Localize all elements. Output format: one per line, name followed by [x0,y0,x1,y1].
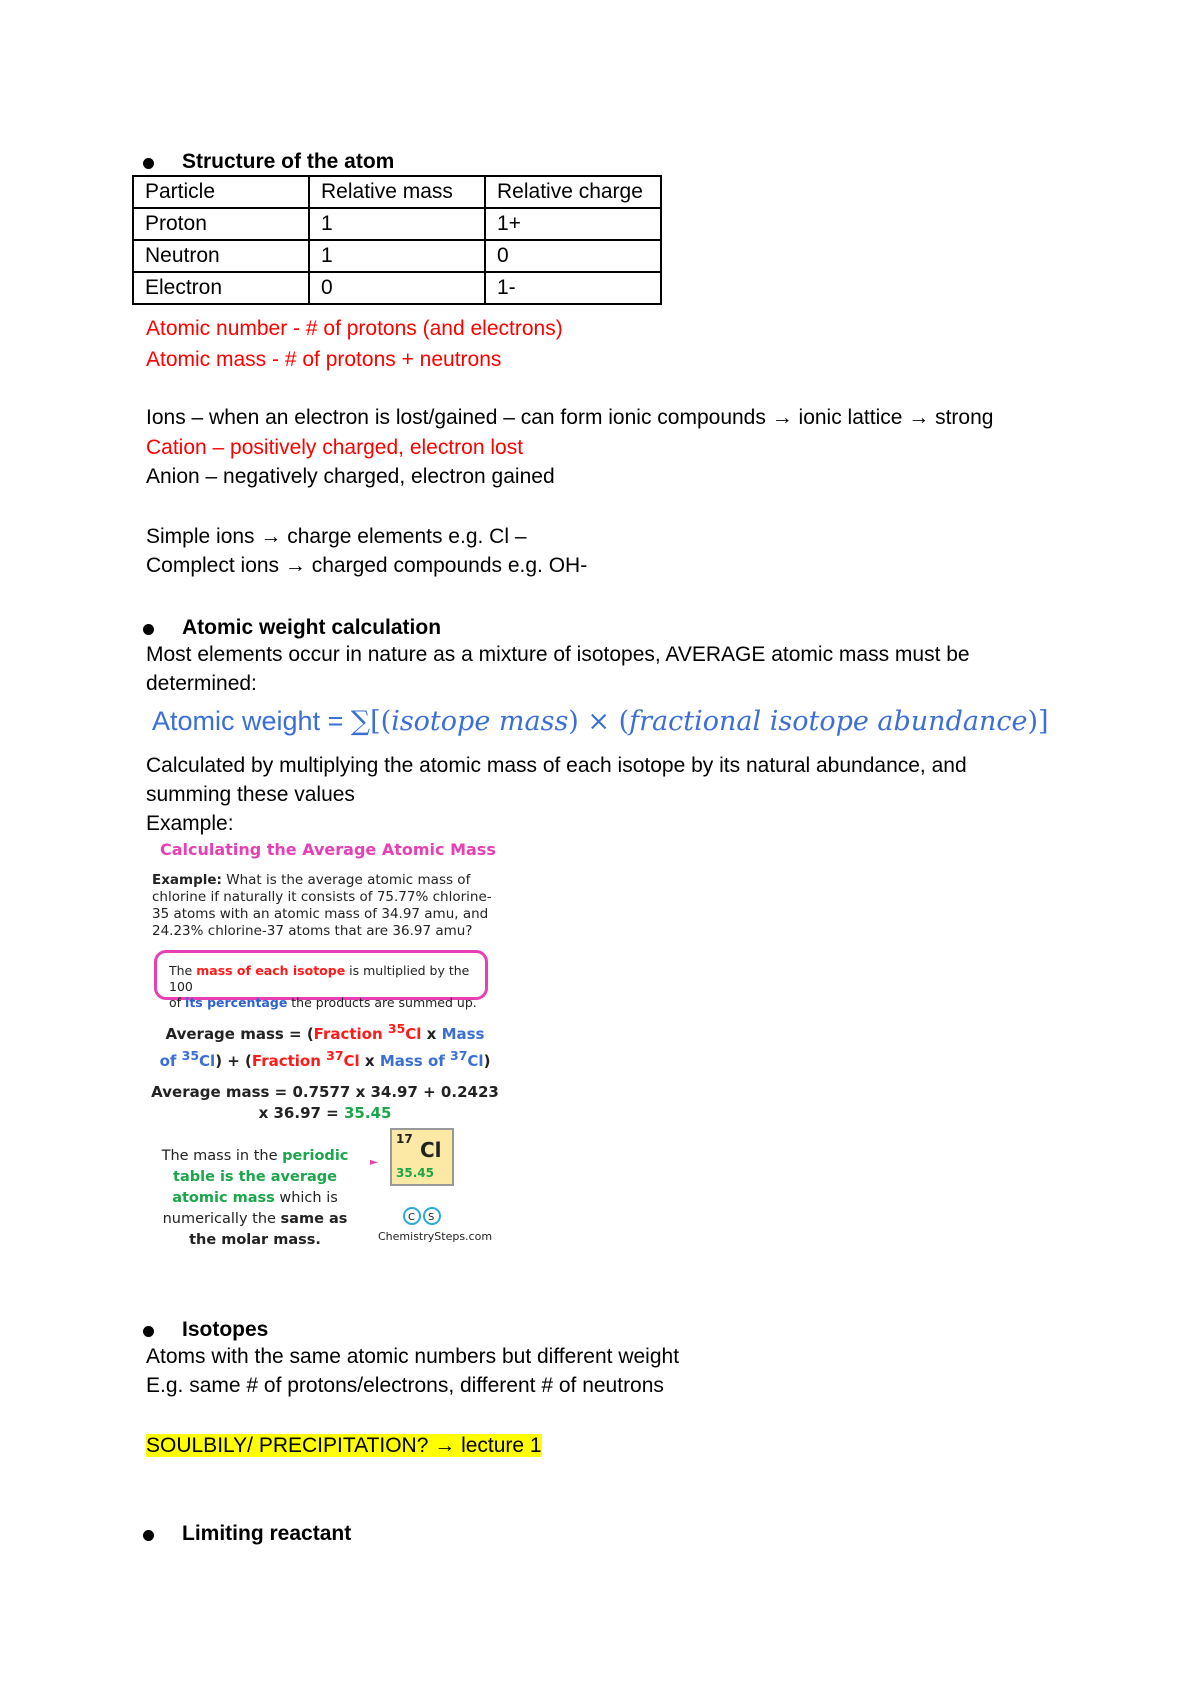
note-text: which is [274,1190,338,1206]
note-green: atomic mass [172,1190,275,1206]
table-header-row [133,176,661,208]
box-text: of [169,995,186,1010]
note-bold: same as [280,1211,348,1227]
simple-ions-line: Simple ions → charge elements e.g. Cl – [146,525,527,548]
bullet-icon [143,1326,154,1337]
atomic-weight-intro-2: determined: [146,672,257,695]
formula-blue: of [159,1052,182,1070]
table-cell: 1 [309,240,485,272]
table-header-cell: Relative charge [485,176,661,208]
table-row [133,240,661,272]
atomic-number-line: Atomic number - # of protons (and electrons) [146,317,563,340]
bullet-icon [143,158,154,169]
ions-line: Ions – when an electron is lost/gained – can form ionic compounds → ionic lattice → strong [146,406,994,429]
formula-end: )] [1027,706,1049,737]
table-header-cell: Particle [133,176,309,208]
formula-text: ) [483,1052,491,1070]
note-text: The mass in the [161,1148,283,1164]
calc-text: x 36.97 = [258,1104,344,1122]
formula-blue: Cl [467,1052,484,1070]
atomic-weight-formula [152,706,1049,737]
anion-line: Anion – negatively charged, electron gained [146,465,555,488]
formula-red: Fraction [313,1025,388,1043]
atomic-weight-intro-1: Most elements occur in nature as a mixture of isotopes, AVERAGE atomic mass must be [146,643,970,666]
formula-text: Average mass = ( [165,1025,314,1043]
table-cell: 1 [309,208,485,240]
figure-rule-box [154,950,488,1010]
formula-sup: 37 [326,1048,344,1063]
tile-atomic-number: 17 [396,1132,413,1146]
calc-result: 35.45 [343,1104,392,1122]
document-page: Structure of the atom Particle Relative mass Relative charge Proton 1 1+ Neutron 1 0 Electron 0 1- Atomic number - # of protons (and electrons) Atomic mass - # of protons + neutrons Ions – when an electron is lost/gained – can form ionic compounds → ionic lattice → strong Cation – positively charged, electron lost Anion – negatively charged, electron gained Simple ions → charge elements e.g. Cl – Complect ions → charged compounds e.g. OH- Atomic weight calculation Most elements occur in nature as a mixture of isotopes, AVERAGE atomic mass must be determined: Atomic weight = ∑[(isotope mass) × (fractional isotope abundance)] Calculated by multiplying the atomic mass of each isotope by its natural abundance, and summing these values Example: Calculating the Average Atomic Mass Example: What is the average atomic mass of chlorine if naturally it consists of 75.77% chlorine-35 atoms with an atomic mass of 34.97 amu, and 24.23% chlorine-37 atoms that are 36.97 amu? The mass of each isotope is multiplied by the 100 of its percentage the products are summed up. Average mass = (Fraction $^{35}$Cl x Mass of $^{35}$Cl) + (Fraction $^{37}$Cl x Mass of $^{37}$Cl) Average mass = 0.7577 x 34.97 + 0.2423 x 36.97 = 35.45 The mass in the periodic table is the average atomic mass which is numerically the same as the molar mass. ► 17 Cl 35.45 C S ChemistrySteps.com Isotopes Atoms with the same atomic numbers but different weight E.g. same # of protons/electrons, different # of neutrons SOULBILY/ PRECIPITATION? → lecture 1 Limiting reactant [0,0,1200,1698]
table-header-cell: Relative mass [309,176,485,208]
tile-mass: 35.45 [396,1166,434,1180]
atomic-mass-line: Atomic mass - # of protons + neutrons [146,348,502,371]
table-cell: 1+ [485,208,661,240]
table-row [133,272,661,304]
box-red-text: mass of each isotope [196,963,346,978]
box-text: The [169,963,197,978]
formula-times: ) × ( [568,706,630,737]
table-cell: 1- [485,272,661,304]
box-blue-text: its percentage [185,995,288,1010]
svg-text:S: S [428,1212,435,1223]
chlorine-periodic-tile [390,1128,454,1186]
box-text: the products are summed up. [287,995,477,1010]
formula-text: x [421,1025,442,1043]
formula-text: x [359,1052,380,1070]
arrow-right-icon: ► [370,1157,378,1168]
table-cell: 0 [309,272,485,304]
note-green: table is the average [173,1169,337,1185]
highlighted-text: SOULBILY/ PRECIPITATION? → lecture 1 [146,1434,542,1457]
figure-calculation [150,1082,500,1124]
calc-text: Average mass = 0.7577 x 34.97 + 0.2423 [151,1083,499,1101]
table-cell: Electron [133,272,309,304]
chemistry-steps-logo-icon [398,1206,448,1226]
figure-title: Calculating the Average Atomic Mass [160,840,496,859]
formula-blue: Cl [199,1052,216,1070]
isotopes-line-2: E.g. same # of protons/electrons, different # of neutrons [146,1374,664,1397]
calc-line-2: summing these values [146,783,355,806]
formula-blue: Mass [441,1025,485,1043]
figure-source: ChemistrySteps.com [378,1230,493,1243]
formula-sup: 35 [387,1021,406,1036]
note-green: periodic [282,1148,349,1164]
particle-table [132,175,662,305]
table-cell: 0 [485,240,661,272]
svg-text:C: C [408,1212,415,1223]
formula-text: ) + ( [215,1052,252,1070]
example-label: Example: [146,812,234,835]
solubility-note [146,1432,542,1460]
box-text: is multiplied by the 100 [169,963,470,994]
formula-label: Atomic weight = [152,706,351,736]
formula-sup: 35 [181,1048,200,1063]
table-row [133,208,661,240]
formula-sum: ∑[( [350,706,392,737]
table-cell: Neutron [133,240,309,272]
table-cell: Proton [133,208,309,240]
figure-question [152,872,492,940]
formula-red: Cl [343,1052,360,1070]
isotopes-line-1: Atoms with the same atomic numbers but different weight [146,1345,680,1368]
calc-line-1: Calculated by multiplying the atomic mass of each isotope by its natural abundance, and [146,754,967,777]
tile-symbol: Cl [420,1138,442,1162]
cation-line: Cation – positively charged, electron lost [146,436,524,459]
complex-ions-line: Complect ions → charged compounds e.g. OH- [146,554,588,577]
note-bold: the molar mass. [189,1232,321,1248]
formula-red: Cl [405,1025,422,1043]
bullet-icon [143,1530,154,1541]
formula-red: Fraction [251,1052,327,1070]
formula-term-abundance: fractional isotope abundance [629,706,1028,737]
formula-sup: 37 [450,1048,468,1063]
figure-question-text: What is the average atomic mass of chlorine if naturally it consists of 75.77% chlorine-35 atoms with an atomic mass of 34.97 amu, and 24.23% chlorine-37 atoms that are 36.97 amu? [152,872,492,939]
figure-average-formula [150,1018,500,1072]
figure-note [150,1146,360,1251]
average-atomic-mass-figure [150,832,500,1252]
bullet-icon [143,624,154,635]
formula-blue: Mass of [379,1052,451,1070]
formula-term-isotope-mass: isotope mass [391,706,569,737]
figure-question-label: Example: [152,872,222,888]
note-text: numerically the [162,1211,281,1227]
